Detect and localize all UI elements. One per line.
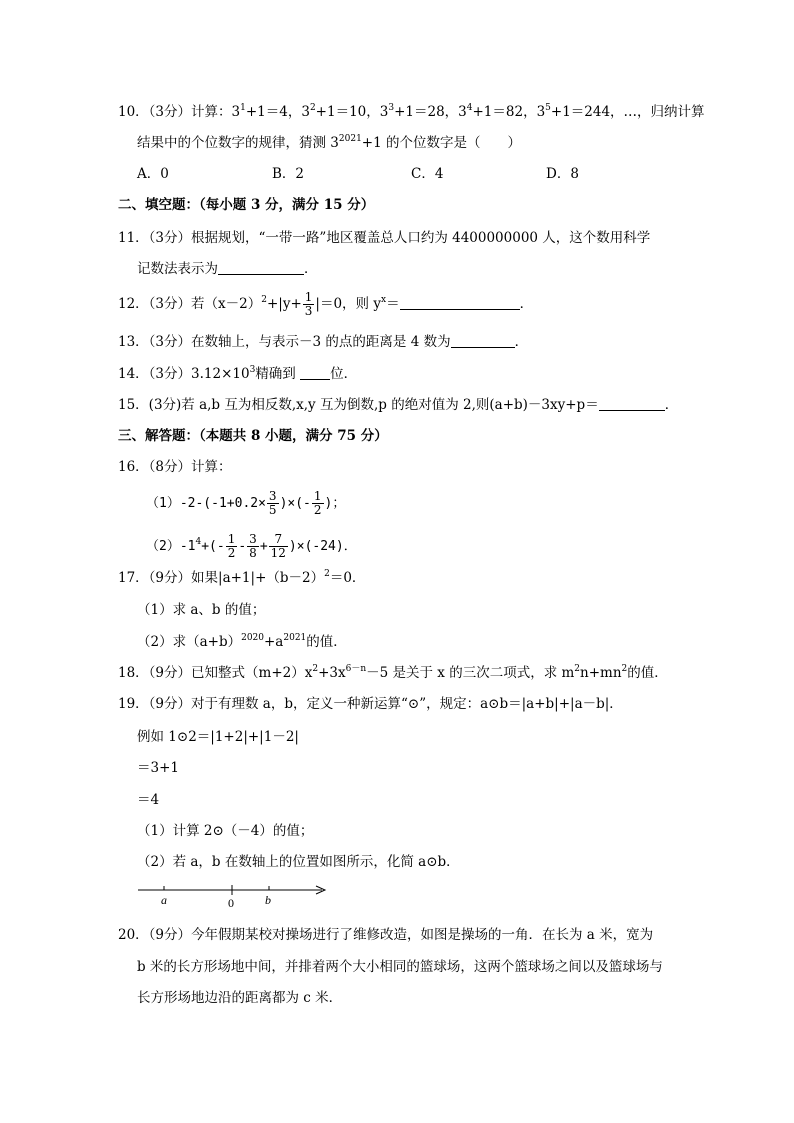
q18-exp3: 2 (574, 664, 581, 674)
q15-line (118, 395, 678, 415)
q16-p2-plus: + (259, 539, 268, 554)
q17-part1: （1）求 a、b 的值； (137, 602, 266, 618)
q18-text-e: 的值． (627, 665, 668, 681)
q19-example3: ＝4 (137, 792, 160, 808)
q12-text-c: |＝0，则 y (315, 296, 381, 312)
q20-line2: b 米的长方形场地中间，并排着两个大小相同的篮球场，这两个篮球场之间以及篮球场与 (137, 959, 663, 975)
section2-heading: 二、填空题：（每小题 3 分，满分 15 分） (118, 197, 375, 213)
q16-p1-a: （1）-2-(-1+0.2× (146, 496, 266, 511)
q18-line (118, 663, 668, 683)
q12-answer-blank (400, 295, 520, 310)
q10-exp2: 2 (309, 103, 316, 113)
label-zero: 0 (228, 896, 234, 910)
q16-p1-f1-den: 5 (268, 503, 277, 517)
q16-p2-f2-num: 3 (249, 532, 257, 546)
q12-fraction (303, 291, 315, 318)
q14-text-a: 14．（3分）3.12×10 (118, 366, 250, 382)
q18-text-b: +3x (318, 665, 346, 681)
q16-title: 16．（8分）计算： (118, 459, 232, 475)
q14-text-c: 位． (330, 366, 358, 382)
q17-p2-exp1: 2020 (241, 633, 264, 643)
q17-p2-exp2: 2021 (283, 633, 307, 643)
q16-p2-f2-den: 8 (249, 546, 257, 560)
q16-p2-f3-num: 7 (269, 533, 288, 547)
q10-line2-a: 结果中的个位数字的规律，猜测 3 (137, 135, 339, 151)
q17-p2-c: 的值． (306, 634, 347, 650)
q16-p2-a: （2）-1 (146, 539, 196, 554)
q17-text-a: 17．（9分）如果|a+1|+（b－2） (118, 570, 325, 586)
q18-text-a: 18．（9分）已知整式（m+2）x (118, 665, 313, 681)
q10-exp3: 3 (388, 103, 395, 113)
q16-p2-minus: - (238, 539, 247, 554)
q10-line2-b: +1 的个位数字是（ ） (361, 135, 521, 151)
q10-option-a: A．0 (137, 166, 169, 182)
q18-exp4: 2 (621, 664, 628, 674)
q13-answer-blank (451, 333, 515, 348)
q10-exp5: 5 (545, 103, 551, 113)
q16-p2-b: +(- (201, 539, 225, 554)
q17-exp: 2 (324, 569, 330, 579)
q14-text-b: 精确到 (255, 366, 301, 382)
q10-text3: +1＝28，3 (394, 104, 467, 120)
q19-part1: （1）计算 2⊙（－4）的值； (137, 823, 314, 839)
q16-p2-fraction2 (247, 533, 259, 560)
q12-line (118, 291, 533, 318)
q16-p1-f2-den: 2 (313, 503, 322, 517)
q16-p1-f2-num: 1 (313, 489, 322, 503)
q12-exp2: x (380, 295, 387, 305)
q17-p2-a: （2）求（a+b） (137, 634, 242, 650)
q13-line (118, 332, 528, 352)
q11-line1: 11．（3分）根据规划，“一带一路”地区覆盖总人口约为 4400000000 人，这个数用科学 (118, 230, 651, 246)
q16-p1-fraction2 (312, 490, 324, 517)
q16-p1-f1-num: 3 (268, 489, 277, 503)
q18-text-c: －5 是关于 x 的三次二项式，求 m (366, 665, 575, 681)
q19-part2: （2）若 a，b 在数轴上的位置如图所示，化简 a⊙b． (137, 854, 460, 870)
q18-exp1: 2 (312, 664, 319, 674)
q16-part2 (146, 533, 357, 560)
q17-part2 (137, 632, 347, 652)
q16-p1-c: )； (324, 496, 346, 511)
q19-line1: 19．（9分）对于有理数 a，b，定义一种新运算“⊙”，规定：a⊙b＝|a+b|+|a－b|． (118, 696, 623, 712)
q10-exp1: 1 (240, 103, 246, 113)
q12-exp: 2 (261, 295, 267, 305)
q10-line1 (118, 102, 705, 122)
q12-fraction-num: 1 (304, 290, 313, 304)
number-line-figure (136, 878, 336, 912)
label-b: b (265, 893, 271, 907)
q10-text1: +1＝4，3 (245, 104, 310, 120)
q12-end: ． (519, 296, 534, 312)
q10-text5: +1＝244，…，归纳计算 (550, 104, 705, 120)
q13-text: 13．（3分）在数轴上，与表示－3 的点的距离是 4 数为 (118, 334, 451, 350)
q17-text-b: ＝0． (329, 570, 366, 586)
q13-end: ． (514, 334, 529, 350)
q10-exp4: 4 (466, 103, 473, 113)
q15-answer-blank (599, 396, 665, 411)
q15-end: ． (664, 397, 679, 413)
q14-answer-blank (300, 365, 330, 380)
q15-text: 15．(3分)若 a,b 互为相反数,x,y 互为倒数,p 的绝对值为 2,则(a+b)－3xy+p＝ (118, 397, 599, 413)
q14-line (118, 364, 357, 384)
q18-text-d: n+mn (580, 665, 622, 681)
q11-line2 (137, 259, 318, 279)
q10-prefix: 10．（3分）计算：3 (118, 104, 241, 120)
q10-option-c: C．4 (411, 166, 444, 182)
q14-exp: 3 (249, 365, 256, 375)
q19-example1: 例如 1⊙2＝|1+2|+|1－2| (137, 729, 299, 745)
q10-line2 (137, 133, 521, 153)
q10-text2: +1＝10，3 (315, 104, 389, 120)
q18-exp2: 6－n (345, 664, 367, 674)
q17-line (118, 568, 365, 588)
q11-line2-text: 记数法表示为 (137, 261, 218, 277)
q12-text-a: 12．（3分）若（x－2） (118, 296, 262, 312)
q16-p2-fraction3 (269, 533, 288, 560)
q16-p2-f3-den: 12 (270, 546, 286, 560)
q16-p2-c: )×(-24)． (288, 539, 357, 554)
q16-p2-exp: 4 (195, 537, 202, 547)
q16-p2-fraction1 (226, 533, 238, 560)
q10-text4: +1＝82，3 (472, 104, 546, 120)
q11-answer-blank (218, 260, 304, 275)
section3-heading: 三、解答题：（本题共 8 小题，满分 75 分） (118, 428, 388, 444)
q10-option-b: B．2 (272, 166, 305, 182)
q12-fraction-den: 3 (304, 304, 313, 318)
q10-line2-exp: 2021 (338, 134, 362, 144)
q16-p2-f1-den: 2 (227, 546, 236, 560)
q16-part1 (146, 490, 345, 517)
q16-p1-fraction1 (267, 490, 279, 517)
q12-text-b: +|y+ (266, 296, 302, 312)
q12-text-d: ＝ (386, 296, 400, 312)
q20-line3: 长方形场地边沿的距离都为 c 米． (137, 990, 343, 1006)
q17-p2-b: +a (264, 634, 284, 650)
label-a: a (161, 893, 167, 907)
q10-option-d: D．8 (546, 166, 579, 182)
q16-p2-f1-num: 1 (227, 532, 236, 546)
q19-example2: ＝3+1 (137, 760, 179, 776)
q16-p1-b: )×(- (279, 496, 311, 511)
q20-line1: 20．（9分）今年假期某校对操场进行了维修改造，如图是操场的一角．在长为 a 米，宽为 (118, 927, 654, 943)
q11-end: ． (304, 261, 318, 277)
